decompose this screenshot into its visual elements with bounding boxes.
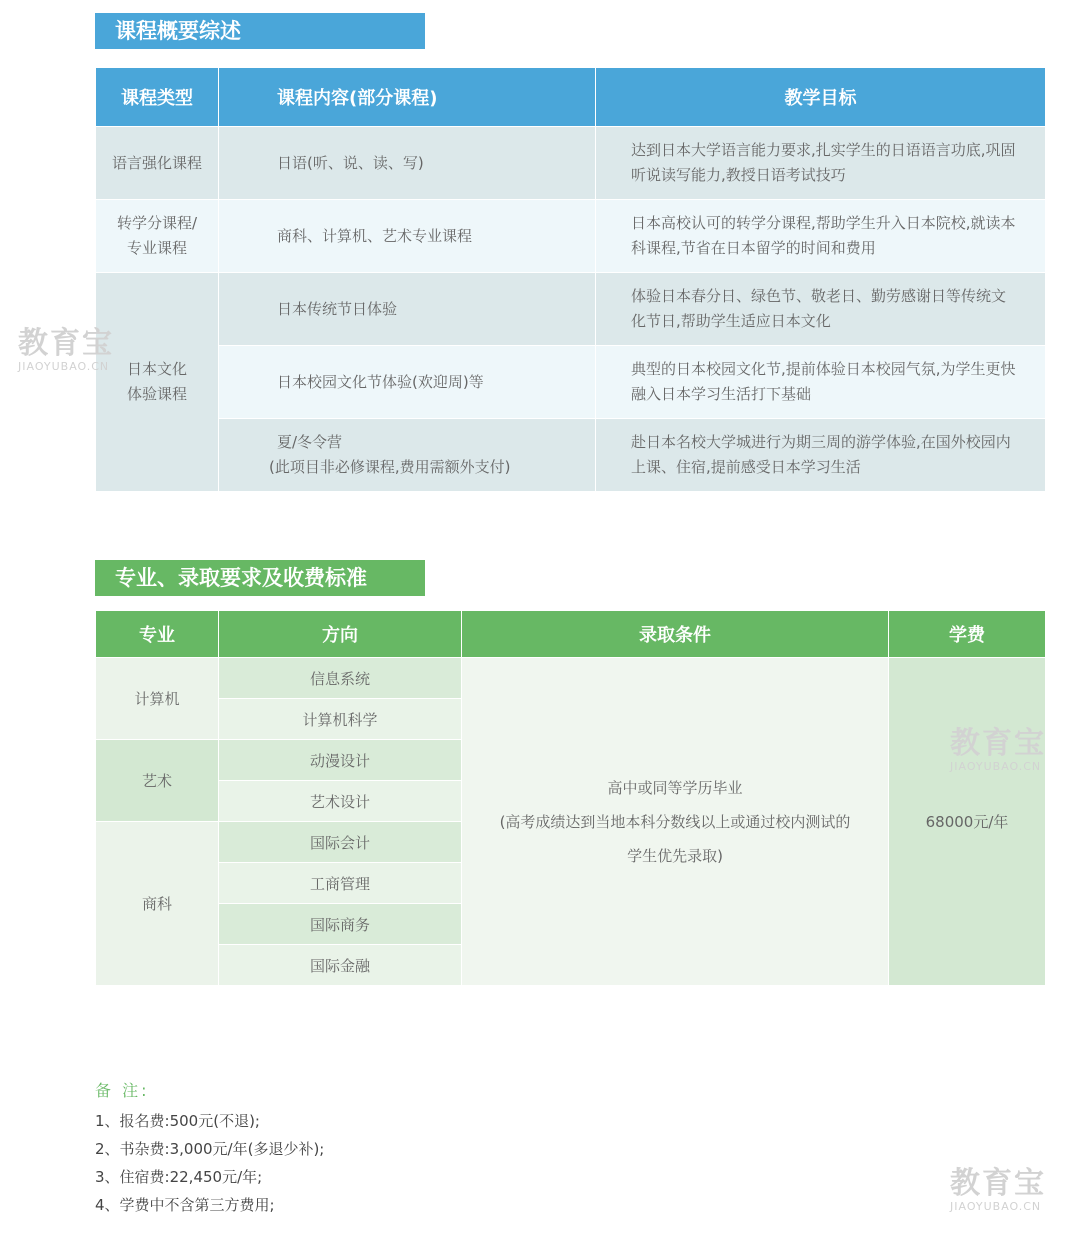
- table-header-row: [96, 68, 1046, 127]
- table-row: [96, 127, 1046, 200]
- notes-title: 备 注:: [95, 1081, 150, 1100]
- header-course-type: 课程类型: [96, 68, 219, 127]
- direction-cell: 信息系统: [219, 658, 462, 699]
- course-type-text: 转学分课程/专业课程: [116, 214, 198, 257]
- table-row: [96, 200, 1046, 273]
- header-course-content: 课程内容(部分课程): [219, 68, 596, 127]
- note-item: 4、学费中不含第三方费用;: [95, 1196, 275, 1214]
- teaching-goal-cell: 日本高校认可的转学分课程,帮助学生升入日本院校,就读本科课程,节省在日本留学的时间和费用: [596, 200, 1046, 273]
- header-direction: 方向: [219, 611, 462, 658]
- course-type-cell: [96, 200, 219, 273]
- course-content-note: (此项目非必修课程,费用需额外支付): [269, 458, 511, 476]
- major-cell: 艺术: [96, 740, 219, 822]
- note-item: 2、书杂费:3,000元/年(多退少补);: [95, 1140, 325, 1158]
- section-title-majors-fees: 专业、录取要求及收费标准: [95, 560, 425, 596]
- fee-cell: 68000元/年: [889, 658, 1046, 986]
- watermark-logo: 教育宝 JIAOYUBAO.CN: [950, 1166, 1046, 1213]
- majors-fees-table: [95, 610, 1046, 986]
- table-row: [96, 346, 1046, 419]
- course-overview-table: [95, 67, 1046, 492]
- teaching-goal-cell: 典型的日本校园文化节,提前体验日本校园气氛,为学生更快融入日本学习生活打下基础: [596, 346, 1046, 419]
- course-type-cell: 语言强化课程: [96, 127, 219, 200]
- direction-cell: 国际金融: [219, 945, 462, 986]
- header-fee: 学费: [889, 611, 1046, 658]
- section-title-course-overview: 课程概要综述: [95, 13, 425, 49]
- header-requirement: 录取条件: [462, 611, 889, 658]
- header-major: 专业: [96, 611, 219, 658]
- teaching-goal-cell: 赴日本名校大学城进行为期三周的游学体验,在国外校园内上课、住宿,提前感受日本学习生活: [596, 419, 1046, 492]
- course-content-cell: 日本校园文化节体验(欢迎周)等: [219, 346, 596, 419]
- direction-cell: 计算机科学: [219, 699, 462, 740]
- table-row: [96, 658, 1046, 699]
- course-content-cell: 日本传统节日体验: [219, 273, 596, 346]
- direction-cell: 国际会计: [219, 822, 462, 863]
- teaching-goal-cell: 体验日本春分日、绿色节、敬老日、勤劳感谢日等传统文化节日,帮助学生适应日本文化: [596, 273, 1046, 346]
- header-teaching-goal: 教学目标: [596, 68, 1046, 127]
- requirement-line: 学生优先录取): [627, 846, 723, 865]
- table-header-row: [96, 611, 1046, 658]
- teaching-goal-cell: 达到日本大学语言能力要求,扎实学生的日语语言功底,巩固听说读写能力,教授日语考试技巧: [596, 127, 1046, 200]
- requirement-line: 高中或同等学历毕业: [607, 778, 743, 797]
- course-content-text: 夏/冬令营: [277, 433, 343, 451]
- direction-cell: 动漫设计: [219, 740, 462, 781]
- requirement-line: (高考成绩达到当地本科分数线以上或通过校内测试的: [499, 812, 851, 831]
- note-item: 3、住宿费:22,450元/年;: [95, 1168, 263, 1186]
- notes-section: [95, 1078, 324, 1219]
- course-content-cell: 商科、计算机、艺术专业课程: [219, 200, 596, 273]
- direction-cell: 艺术设计: [219, 781, 462, 822]
- requirement-cell: [462, 658, 889, 986]
- course-type-cell: [96, 273, 219, 492]
- table-row: [96, 419, 1046, 492]
- direction-cell: 国际商务: [219, 904, 462, 945]
- table-row: [96, 273, 1046, 346]
- course-type-text: 日本文化体验课程: [126, 360, 187, 403]
- course-content-cell: [219, 419, 596, 492]
- watermark-logo: 教育宝 JIAOYUBAO.CN: [18, 326, 114, 373]
- direction-cell: 工商管理: [219, 863, 462, 904]
- course-content-cell: 日语(听、说、读、写): [219, 127, 596, 200]
- major-cell: 计算机: [96, 658, 219, 740]
- watermark-logo: 教育宝 JIAOYUBAO.CN: [950, 726, 1046, 773]
- note-item: 1、报名费:500元(不退);: [95, 1112, 260, 1130]
- major-cell: 商科: [96, 822, 219, 986]
